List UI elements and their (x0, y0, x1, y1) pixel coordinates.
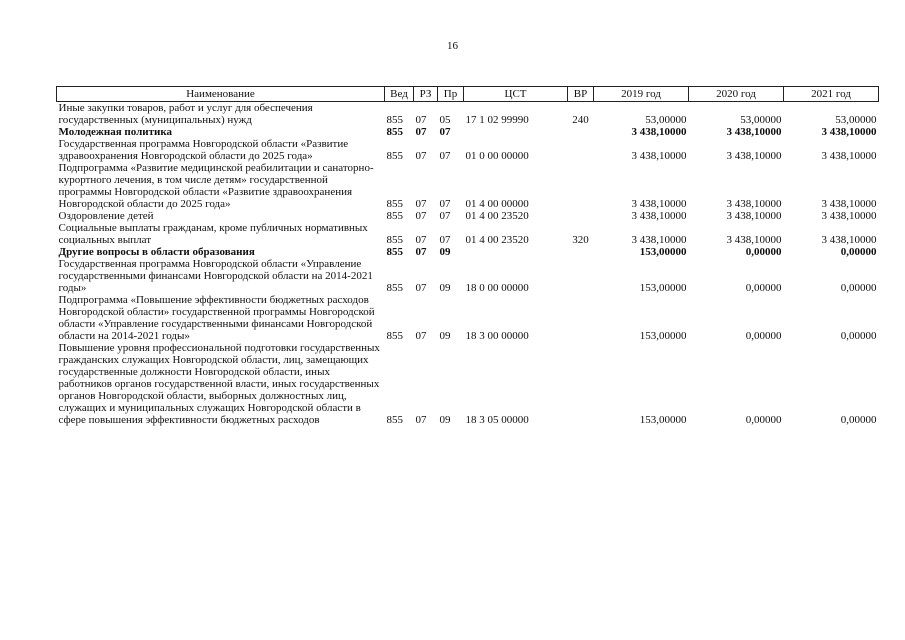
row-cst: 17 1 02 99990 (465, 114, 529, 126)
row-amount-2019: 153,00000 (639, 414, 687, 426)
row-amount-2020: 3 438,10000 (726, 126, 782, 138)
row-ved: 855 (386, 126, 403, 138)
header-vr: ВР (568, 87, 594, 102)
row-cst: 01 4 00 23520 (465, 234, 529, 246)
row-ved: 855 (386, 114, 403, 126)
table-row (57, 162, 879, 210)
header-name: Наименование (57, 87, 385, 102)
header-row (57, 87, 879, 102)
row-amount-2020: 0,00000 (745, 414, 782, 426)
row-amount-2020: 3 438,10000 (726, 210, 782, 222)
row-cst: 01 0 00 00000 (465, 150, 529, 162)
row-amount-2019: 3 438,10000 (631, 210, 687, 222)
row-amount-2020: 0,00000 (745, 282, 782, 294)
row-ved: 855 (386, 246, 403, 258)
row-amount-2021: 3 438,10000 (821, 210, 877, 222)
row-name: Подпрограмма «Повышение эффективности бюджетных расходов Новгородской области» государственной программы Новгородской области «Управление государственными финансами Новгородской области на 2014-2021 годы» (58, 294, 375, 342)
row-amount-2019: 153,00000 (639, 246, 687, 258)
row-rz: 07 (415, 234, 427, 246)
header-pr: Пр (438, 87, 464, 102)
row-rz: 07 (415, 330, 427, 342)
row-rz: 07 (415, 414, 427, 426)
row-rz: 07 (415, 126, 427, 138)
row-rz: 07 (415, 246, 427, 258)
row-vr: 240 (572, 114, 589, 126)
row-amount-2020: 53,00000 (740, 114, 782, 126)
row-vr (568, 126, 594, 138)
row-amount-2020: 0,00000 (745, 330, 782, 342)
row-amount-2020: 3 438,10000 (726, 198, 782, 210)
row-rz: 07 (415, 210, 427, 222)
row-amount-2020: 0,00000 (745, 246, 782, 258)
row-pr: 07 (439, 234, 451, 246)
row-vr: 320 (572, 234, 589, 246)
row-pr: 07 (439, 150, 451, 162)
row-vr (568, 342, 594, 426)
row-amount-2020: 3 438,10000 (726, 234, 782, 246)
row-amount-2021: 3 438,10000 (821, 198, 877, 210)
row-pr: 05 (439, 114, 451, 126)
row-cst (464, 126, 568, 138)
row-pr: 09 (439, 414, 451, 426)
table-row (57, 102, 879, 127)
page-number: 16 (447, 40, 458, 52)
row-pr: 09 (439, 246, 451, 258)
row-ved: 855 (386, 330, 403, 342)
row-ved: 855 (386, 150, 403, 162)
row-name: Иные закупки товаров, работ и услуг для обеспечения государственных (муниципальных) нужд (58, 102, 313, 126)
row-name: Другие вопросы в области образования (58, 246, 255, 258)
row-amount-2019: 153,00000 (639, 330, 687, 342)
row-vr (568, 246, 594, 258)
row-rz: 07 (415, 150, 427, 162)
row-pr: 09 (439, 330, 451, 342)
row-name: Повышение уровня профессиональной подготовки государственных гражданских служащих Новгородской области, лиц, замещающих государственные должности Новгородской области, иных работников органов государственной власти, иных государственных органов Новгородской области, выборных должностных лиц, служащих и муниципальных служащих Новгородской области в сфере повышения эффективности бюджетных расходов (58, 342, 380, 426)
row-amount-2019: 53,00000 (645, 114, 687, 126)
header-2021: 2021 год (784, 87, 879, 102)
row-cst (464, 246, 568, 258)
row-name: Подпрограмма «Развитие медицинской реабилитации и санаторно-курортного лечения, в том числе детям» государственной программы Новгородской области «Развитие здравоохранения Новгородской области до 2025 года» (58, 162, 374, 210)
row-amount-2021: 0,00000 (840, 414, 877, 426)
row-amount-2019: 3 438,10000 (631, 150, 687, 162)
table-row (57, 342, 879, 426)
budget-table (56, 86, 879, 426)
row-name: Государственная программа Новгородской области «Развитие здравоохранения Новгородской области до 2025 года» (58, 138, 349, 162)
header-cst: ЦСТ (464, 87, 568, 102)
row-rz: 07 (415, 114, 427, 126)
row-cst: 18 0 00 00000 (465, 282, 529, 294)
row-amount-2021: 3 438,10000 (821, 150, 877, 162)
row-rz: 07 (415, 282, 427, 294)
row-amount-2020: 3 438,10000 (726, 150, 782, 162)
row-amount-2019: 153,00000 (639, 282, 687, 294)
row-ved: 855 (386, 234, 403, 246)
row-rz: 07 (415, 198, 427, 210)
row-name: Оздоровление детей (58, 210, 154, 222)
row-amount-2019: 3 438,10000 (631, 126, 687, 138)
row-name: Государственная программа Новгородской области «Управление государственными финансами Новгородской области на 2014-2021 годы» (58, 258, 373, 294)
row-pr: 09 (439, 282, 451, 294)
row-vr (568, 258, 594, 294)
row-vr (568, 294, 594, 342)
row-ved: 855 (386, 198, 403, 210)
table-row (57, 210, 879, 222)
row-ved: 855 (386, 210, 403, 222)
row-pr: 07 (439, 198, 451, 210)
row-ved: 855 (386, 282, 403, 294)
row-pr: 07 (439, 126, 451, 138)
row-amount-2021: 3 438,10000 (821, 126, 877, 138)
row-amount-2021: 0,00000 (840, 246, 877, 258)
row-cst: 18 3 05 00000 (465, 414, 529, 426)
table-row (57, 126, 879, 138)
row-vr (568, 138, 594, 162)
row-cst: 18 3 00 00000 (465, 330, 529, 342)
row-cst: 01 4 00 23520 (465, 210, 529, 222)
header-2020: 2020 год (689, 87, 784, 102)
header-ved: Вед (385, 87, 414, 102)
header-rz: РЗ (414, 87, 438, 102)
row-name: Социальные выплаты гражданам, кроме публичных нормативных социальных выплат (58, 222, 368, 246)
row-amount-2021: 53,00000 (835, 114, 877, 126)
row-amount-2021: 0,00000 (840, 330, 877, 342)
table-row (57, 222, 879, 246)
table-row (57, 138, 879, 162)
table-row (57, 246, 879, 258)
row-ved: 855 (386, 414, 403, 426)
row-amount-2021: 0,00000 (840, 282, 877, 294)
row-vr (568, 162, 594, 210)
row-name: Молодежная политика (58, 126, 173, 138)
row-pr: 07 (439, 210, 451, 222)
row-cst: 01 4 00 00000 (465, 198, 529, 210)
row-vr (568, 210, 594, 222)
row-amount-2021: 3 438,10000 (821, 234, 877, 246)
row-amount-2019: 3 438,10000 (631, 234, 687, 246)
header-2019: 2019 год (594, 87, 689, 102)
row-amount-2019: 3 438,10000 (631, 198, 687, 210)
table-row (57, 258, 879, 294)
table-row (57, 294, 879, 342)
